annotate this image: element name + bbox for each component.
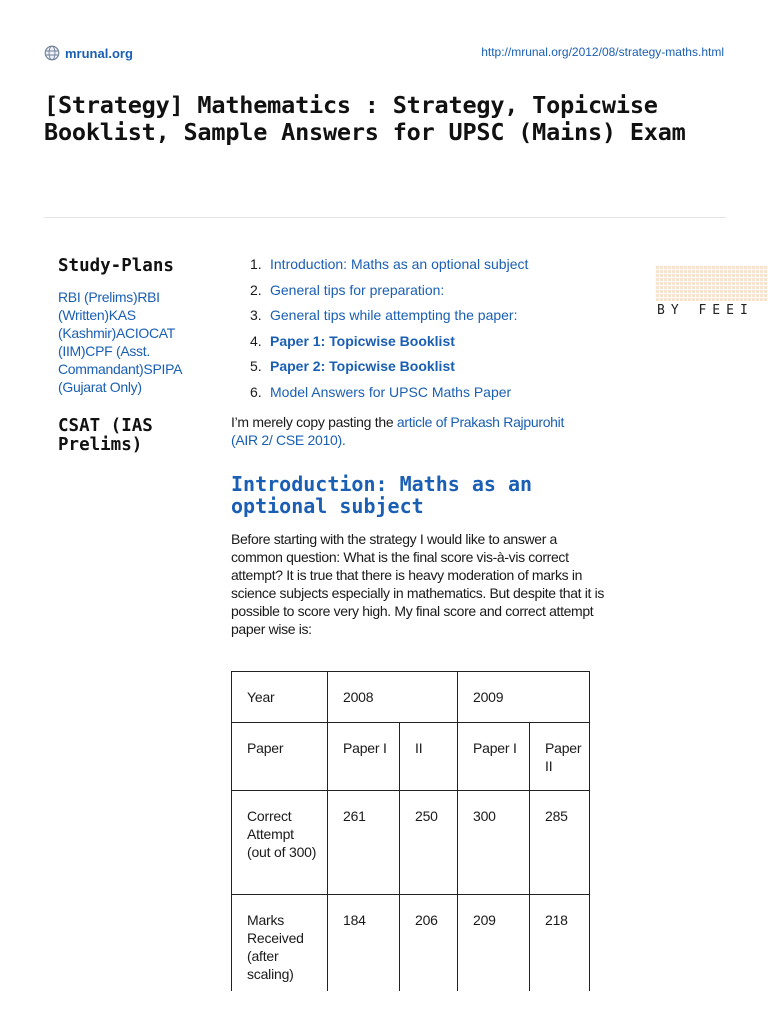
toc-link-model-answers[interactable]: Model Answers for UPSC Maths Paper bbox=[270, 383, 512, 400]
table-cell: Paper I bbox=[458, 723, 530, 791]
table-cell: 250 bbox=[400, 791, 458, 895]
toc-link-paper-2-booklist[interactable]: Paper 2: Topicwise Booklist bbox=[270, 358, 455, 375]
table-cell: 209 bbox=[458, 895, 530, 992]
toc-item[interactable] bbox=[250, 277, 528, 303]
toc-item[interactable] bbox=[250, 328, 528, 354]
table-row bbox=[232, 791, 590, 895]
table-cell: Paper II bbox=[530, 723, 590, 791]
toc-link-paper-1-booklist[interactable]: Paper 1: Topicwise Booklist bbox=[270, 332, 455, 349]
toc-item-number: 4. bbox=[250, 332, 262, 349]
study-plans-links[interactable]: RBI (Prelims)RBI (Written)KAS (Kashmir)ACIOCAT (IIM)CPF (Asst. Commandant)SPIPA (Gujarat Only) bbox=[58, 289, 182, 395]
globe-icon[interactable] bbox=[44, 45, 60, 61]
toc-link-introduction[interactable]: Introduction: Maths as an optional subject bbox=[270, 256, 529, 272]
ad-graphic bbox=[655, 265, 768, 301]
section-heading: Introduction: Maths as an optional subject bbox=[231, 472, 533, 518]
toc-item-number: 3. bbox=[250, 307, 262, 324]
table-cell: 206 bbox=[400, 895, 458, 992]
table-row bbox=[232, 672, 590, 723]
toc-item-number: 1. bbox=[250, 256, 262, 272]
table-cell-attempt-label: Correct Attempt (out of 300) bbox=[232, 791, 328, 895]
page-url-link[interactable]: http://mrunal.org/2012/08/strategy-maths.html bbox=[481, 45, 724, 59]
table-cell-year-2009: 2009 bbox=[458, 672, 590, 723]
study-plans-heading: Study-Plans bbox=[58, 256, 174, 276]
intro-text: I’m merely copy pasting the bbox=[231, 414, 397, 430]
source-article-link[interactable]: article of Prakash Rajpurohit (AIR 2/ CSE 2010). bbox=[231, 414, 565, 448]
section-paragraph: Before starting with the strategy I would like to answer a common question: What is the final score vis-à-vis correct attempt? It is true that there is heavy moderation of marks in science subjects especially in mathematics. But despite that it is possible to score very high. My final score and correct attempt paper wise is: bbox=[231, 531, 604, 637]
ad-widget[interactable] bbox=[655, 265, 768, 319]
toc-item[interactable] bbox=[250, 251, 528, 277]
title-divider bbox=[44, 217, 726, 218]
toc-link-general-tips-preparation[interactable]: General tips for preparation: bbox=[270, 281, 445, 298]
table-cell: 285 bbox=[530, 791, 590, 895]
table-cell: Paper I bbox=[328, 723, 400, 791]
ad-text: BY FEEI bbox=[657, 303, 754, 318]
table-of-contents bbox=[250, 251, 528, 405]
toc-item[interactable] bbox=[250, 379, 528, 405]
table-row bbox=[232, 723, 590, 791]
score-table bbox=[231, 671, 590, 991]
site-header bbox=[44, 44, 726, 64]
page-title: [Strategy] Mathematics : Strategy, Topicwise Booklist, Sample Answers for UPSC (Mains) Exam bbox=[44, 91, 686, 146]
table-cell-paper-label: Paper bbox=[232, 723, 328, 791]
toc-item[interactable] bbox=[250, 353, 528, 379]
toc-item-number: 2. bbox=[250, 281, 262, 298]
table-cell-marks-label: Marks Received (after scaling) bbox=[232, 895, 328, 992]
table-cell-year-label: Year bbox=[232, 672, 328, 723]
table-cell: 184 bbox=[328, 895, 400, 992]
toc-link-general-tips-attempting[interactable]: General tips while attempting the paper: bbox=[270, 307, 518, 324]
toc-item-number: 5. bbox=[250, 358, 262, 375]
table-cell: 261 bbox=[328, 791, 400, 895]
table-cell: 300 bbox=[458, 791, 530, 895]
table-cell: 218 bbox=[530, 895, 590, 992]
table-cell: II bbox=[400, 723, 458, 791]
intro-paragraph bbox=[231, 413, 571, 449]
csat-heading[interactable]: CSAT (IAS Prelims) bbox=[58, 416, 153, 455]
site-name-link[interactable]: mrunal.org bbox=[65, 46, 133, 61]
toc-item[interactable] bbox=[250, 302, 528, 328]
table-cell-year-2008: 2008 bbox=[328, 672, 458, 723]
toc-item-number: 6. bbox=[250, 383, 262, 400]
table-row bbox=[232, 895, 590, 992]
